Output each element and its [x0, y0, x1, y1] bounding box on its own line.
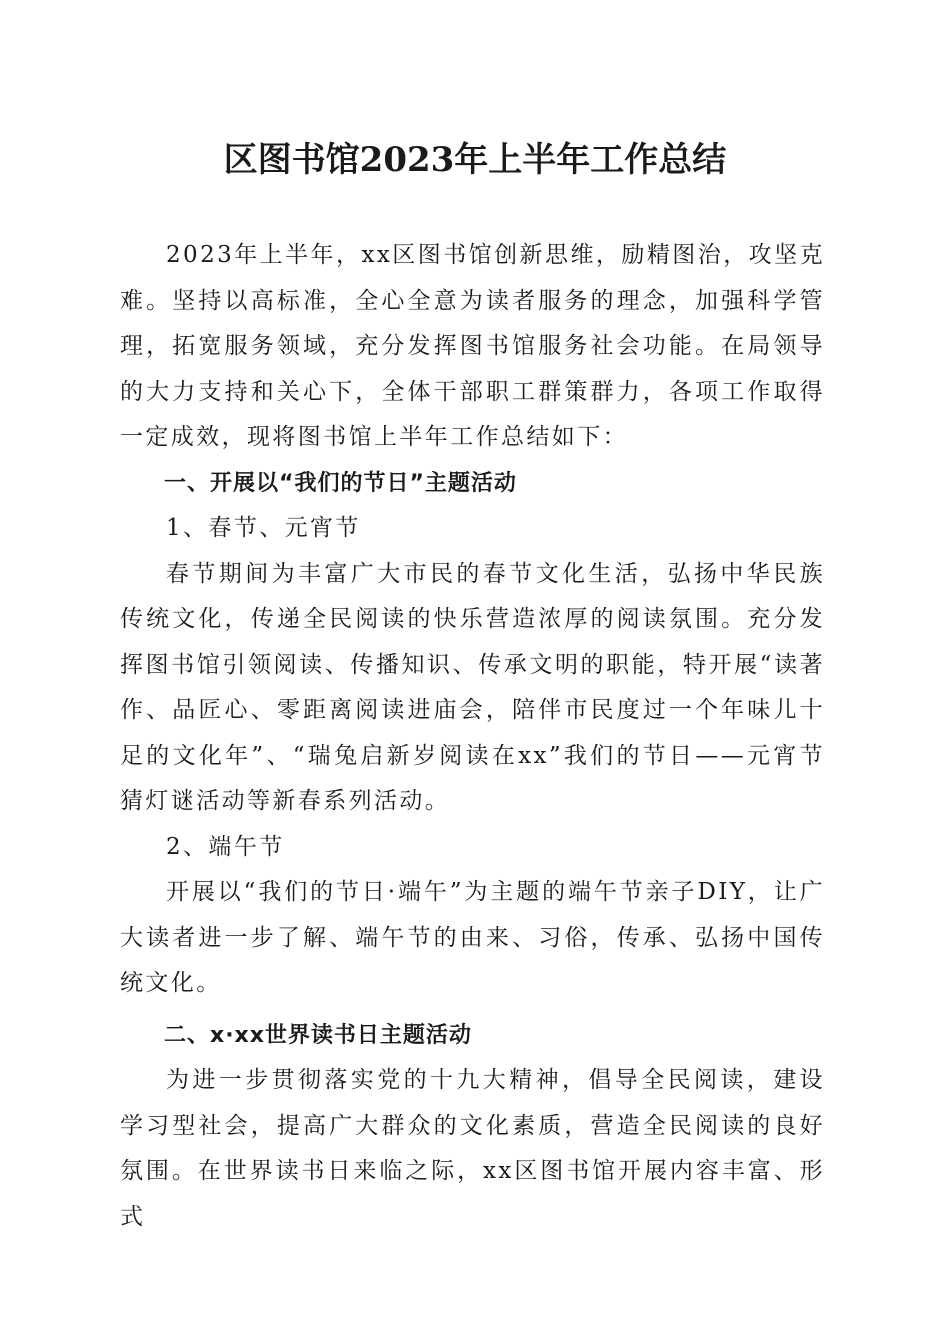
document-body — [120, 233, 825, 1240]
section1-sub1-heading: 1、春节、元宵节 — [166, 515, 361, 541]
intro-paragraph: 2023年上半年，xx区图书馆创新思维，励精图治，攻坚克难。坚持以高标准，全心全意为读者服务的理念，加强科学管理，拓宽服务领域，充分发挥图书馆服务社会功能。在局领导的大力支持和关心下，全体干部职工群策群力，各项工作取得一定成效，现将图书馆上半年工作总结如下： — [120, 242, 825, 450]
document-title: 区图书馆2023年上半年工作总结 — [223, 140, 727, 180]
section2-heading: 二、x·xx世界读书日主题活动 — [164, 1022, 472, 1048]
section1-sub2-heading: 2、端午节 — [166, 833, 285, 860]
section1-heading: 一、开展以“我们的节日”主题活动 — [164, 470, 517, 496]
section1-sub1-paragraph: 春节期间为丰富广大市民的春节文化生活，弘扬中华民族传统文化，传递全民阅读的快乐营造浓厚的阅读氛围。充分发挥图书馆引领阅读、传播知识、传承文明的职能，特开展“读著作、品匠心、零距离阅读进庙会，陪伴市民度过一个年味儿十足的文化年”、“瑞兔启新岁阅读在xx”我们的节日——元宵节猜灯谜活动等新春系列活动。 — [120, 560, 825, 814]
section2-paragraph: 为进一步贯彻落实党的十九大精神，倡导全民阅读，建设学习型社会，提高广大群众的文化素质，营造全民阅读的良好氛围。在世界读书日来临之际，xx区图书馆开展内容丰富、形式 — [120, 1067, 825, 1230]
section1-sub2-paragraph: 开展以“我们的节日·端午”为主题的端午节亲子DIY，让广大读者进一步了解、端午节的由来、习俗，传承、弘扬中国传统文化。 — [120, 879, 825, 996]
